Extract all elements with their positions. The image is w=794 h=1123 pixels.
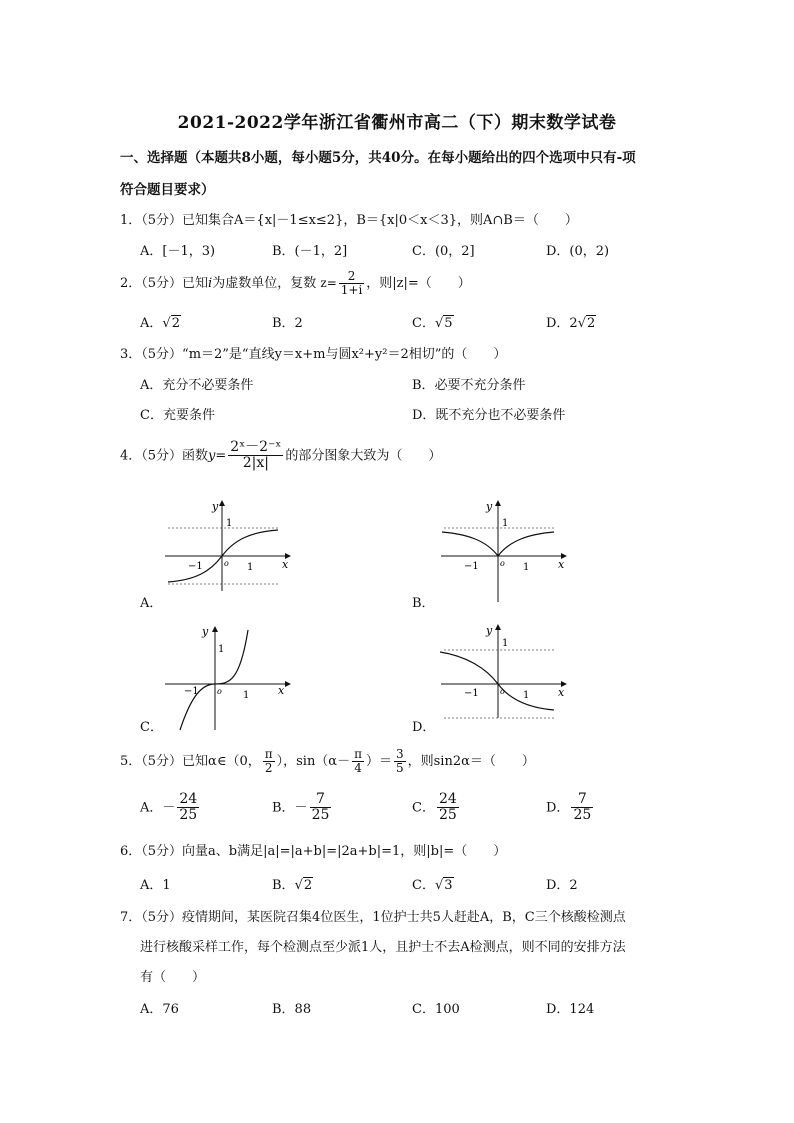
graph-c-curve (180, 630, 248, 730)
question-5-stem-a: 5．（5分）已知α∈（0， (120, 754, 261, 770)
question-6-option-c-label: C． (412, 878, 435, 893)
question-6-option-b (272, 874, 313, 893)
question-2-imag-unit: i (208, 276, 213, 292)
question-6-option-c-radicand: 3 (444, 878, 453, 893)
graph-b-curve-left (442, 532, 498, 556)
question-3-stem: 3．（5分）“m＝2”是“直线y＝x+m与圆x²+y²＝2相切”的（ ） (120, 347, 507, 362)
question-2-option-d-sqrt: √2 (577, 316, 596, 331)
question-5-option-a (140, 792, 201, 824)
question-2-option-d-radicand: 2 (587, 316, 596, 331)
question-6-option-c-sqrt: √3 (434, 878, 453, 893)
question-5-option-d-label: D． (546, 800, 570, 816)
question-5-frac-3-5 (394, 748, 406, 775)
question-5-option-d-num: 7 (571, 792, 593, 808)
question-2-option-d (546, 312, 596, 331)
question-2-frac-num: 2 (339, 270, 365, 284)
question-1-stem-b: A＝{x|－1≤x≤2}，B＝{x|0＜x＜3}，则A∩B＝（ ） (234, 213, 578, 228)
question-5-option-b-den: 25 (311, 807, 330, 824)
graph-d-tick-one-x: 1 (523, 690, 530, 701)
graph-a-y-label: y (212, 500, 219, 513)
question-5-stem-d: ，则sin2α＝（ ） (407, 754, 535, 770)
graph-a-tick-one-x: 1 (247, 562, 254, 573)
question-2-option-a-sqrt: √2 (162, 316, 180, 331)
graph-d-origin: o (500, 687, 505, 696)
graph-d-tick-one-y: 1 (502, 638, 509, 649)
question-7-line2: 进行核酸采样工作，每个检测点至少派1人，且护士不去A检测点，则不同的安排方法 (140, 940, 626, 955)
graph-d (436, 620, 571, 720)
graph-d-y-arrow (495, 624, 501, 630)
graph-b-y-arrow (495, 500, 501, 506)
question-2-stem-b: 为虚数单位，复数 (212, 276, 317, 292)
question-5-option-c-label: C． (412, 800, 435, 816)
question-5-four: 4 (354, 761, 362, 776)
graph-d-y-label: y (486, 624, 493, 637)
exam-title: 2021-2022学年浙江省衢州市高二（下）期末数学试卷 (177, 113, 617, 133)
graph-c-x-label: x (278, 684, 285, 697)
question-5-frac-pi-2 (263, 748, 275, 775)
question-7-line3: 有（ ） (140, 970, 206, 985)
graph-b-tick-one-y: 1 (502, 518, 509, 529)
graph-b (436, 496, 571, 606)
graph-d-label: D． (412, 720, 436, 735)
question-2-stem (120, 270, 471, 297)
question-2-stem-a: 2．（5分）已知 (120, 276, 209, 292)
graph-a-label: A． (140, 596, 163, 611)
question-5-pi-a: π (264, 747, 273, 761)
question-3-option-b: B．必要不充分条件 (412, 378, 526, 393)
graph-c-tick-one-y: 1 (218, 644, 225, 655)
question-2-frac-den: 1+i (340, 283, 363, 298)
question-2-option-c (412, 312, 454, 331)
question-5-option-c-frac (437, 792, 459, 824)
question-6-stem: 6．（5分）向量a、b满足|a|=|a+b|=|2a+b|=1，则|b|=（ ） (120, 844, 507, 859)
question-4-stem (120, 440, 441, 472)
question-1-option-c: C．(0，2] (412, 244, 475, 259)
question-6-option-b-radicand: 2 (303, 878, 313, 893)
question-7-line1: 7．（5分）疫情期间，某医院召集4位医生，1位护士共5人赶赴A，B，C三个核酸检测点 (120, 910, 626, 925)
question-4-stem-b: 的部分图象大致为（ ） (285, 448, 442, 464)
question-2-stem-c: ，则|z|=（ ） (366, 276, 471, 292)
question-1-stem (120, 209, 578, 228)
question-5-option-c-den: 25 (438, 807, 457, 824)
section-heading-line1: 一、选择题（本题共8小题，每小题5分，共40分。在每小题给出的四个选项中只有-项 (120, 150, 636, 166)
question-2-option-c-sqrt: √5 (434, 316, 453, 331)
question-6-option-c (412, 874, 454, 893)
question-5-three: 3 (396, 747, 404, 761)
question-5-pi-b: π (354, 747, 362, 761)
question-1-option-a: A．[－1，3) (140, 244, 216, 259)
graph-b-label: B． (412, 596, 435, 611)
question-5-option-b-label: B．－ (272, 800, 308, 816)
question-2-option-a-radicand: 2 (171, 316, 180, 331)
question-2-option-c-label: C． (412, 316, 435, 331)
question-5-option-a-frac (177, 792, 199, 824)
question-4-y: y= (208, 448, 227, 464)
graph-c-y-label: y (202, 625, 209, 638)
graph-b-origin: o (500, 559, 505, 568)
question-2-fraction (339, 270, 365, 297)
question-7-option-a: A．76 (140, 1002, 179, 1017)
question-4-fraction (228, 440, 283, 472)
question-7-option-b: B．88 (272, 1002, 312, 1017)
question-5-frac-pi-4 (352, 748, 364, 775)
section-heading-line2: 符合题目要求） (120, 182, 215, 198)
question-5-stem-c: ）＝ (365, 754, 392, 770)
question-6-option-b-label: B． (272, 878, 295, 893)
graph-b-tick-neg-one: −1 (464, 561, 479, 572)
graph-c (160, 620, 295, 735)
graph-a-x-label: x (282, 558, 289, 571)
question-5-option-a-label: A．－ (140, 800, 176, 816)
question-3-option-d: D．既不充分也不必要条件 (412, 408, 566, 423)
graph-c-tick-neg-one: −1 (184, 686, 199, 697)
question-4-frac-num: 2ˣ－2⁻ˣ (230, 439, 282, 455)
graph-c-origin: o (217, 687, 222, 696)
question-5-five: 5 (396, 761, 404, 776)
graph-a-origin: o (224, 559, 229, 568)
graph-b-curve-right (498, 532, 554, 556)
question-5-option-d-frac (571, 792, 593, 824)
graph-d-curve (440, 652, 554, 710)
question-7-option-c: C．100 (412, 1002, 460, 1017)
graph-a-tick-one-y: 1 (226, 518, 233, 529)
graph-c-label: C． (140, 720, 163, 735)
question-2-option-d-label: D．2 (546, 316, 578, 331)
question-6-option-a: A．1 (140, 878, 171, 893)
question-1-option-b: B．(－1，2] (272, 244, 348, 259)
graph-d-x-label: x (558, 686, 565, 699)
question-5-option-b (272, 792, 333, 824)
question-2-option-c-radicand: 5 (444, 316, 453, 331)
question-2-z: z= (320, 276, 337, 291)
graph-b-y-label: y (486, 500, 493, 513)
graph-c-x-arrow (285, 681, 291, 687)
question-5-stem (120, 748, 535, 775)
graph-d-tick-neg-one: −1 (464, 688, 479, 699)
question-5-option-a-den: 25 (179, 807, 198, 824)
graph-a-tick-neg-one: −1 (188, 561, 203, 572)
graph-b-tick-one-x: 1 (523, 562, 530, 573)
question-5-option-c (412, 792, 461, 824)
graph-c-tick-one-x: 1 (243, 690, 250, 701)
graph-c-y-arrow (212, 626, 218, 632)
question-4-frac-den: 2|x| (242, 455, 269, 472)
question-1-option-d: D．(0，2) (546, 244, 610, 259)
question-5-option-b-frac (310, 792, 332, 824)
question-1-stem-a: 1．（5分）已知集合 (120, 213, 235, 228)
question-5-stem-b: ），sin（α－ (276, 754, 351, 770)
question-5-option-d (546, 792, 595, 824)
question-4-stem-a: 4．（5分）函数 (120, 448, 209, 464)
question-6-option-b-sqrt: √2 (294, 878, 313, 893)
question-2-option-a (140, 312, 181, 331)
question-5-option-a-num: 24 (179, 791, 198, 807)
question-5-option-c-num: 24 (438, 791, 457, 807)
question-2-option-a-label: A． (140, 316, 163, 331)
question-7-option-d: D．124 (546, 1002, 595, 1017)
graph-b-x-label: x (558, 558, 565, 571)
question-2-option-b: B．2 (272, 316, 303, 331)
question-5-option-d-den: 25 (573, 807, 592, 824)
graph-a (160, 496, 295, 596)
question-5-two: 2 (264, 761, 273, 776)
graph-a-y-arrow (219, 500, 225, 506)
question-6-option-d: D．2 (546, 878, 578, 893)
question-3-option-a: A．充分不必要条件 (140, 378, 254, 393)
question-5-option-b-num: 7 (310, 792, 332, 808)
question-3-option-c: C．充要条件 (140, 408, 215, 423)
